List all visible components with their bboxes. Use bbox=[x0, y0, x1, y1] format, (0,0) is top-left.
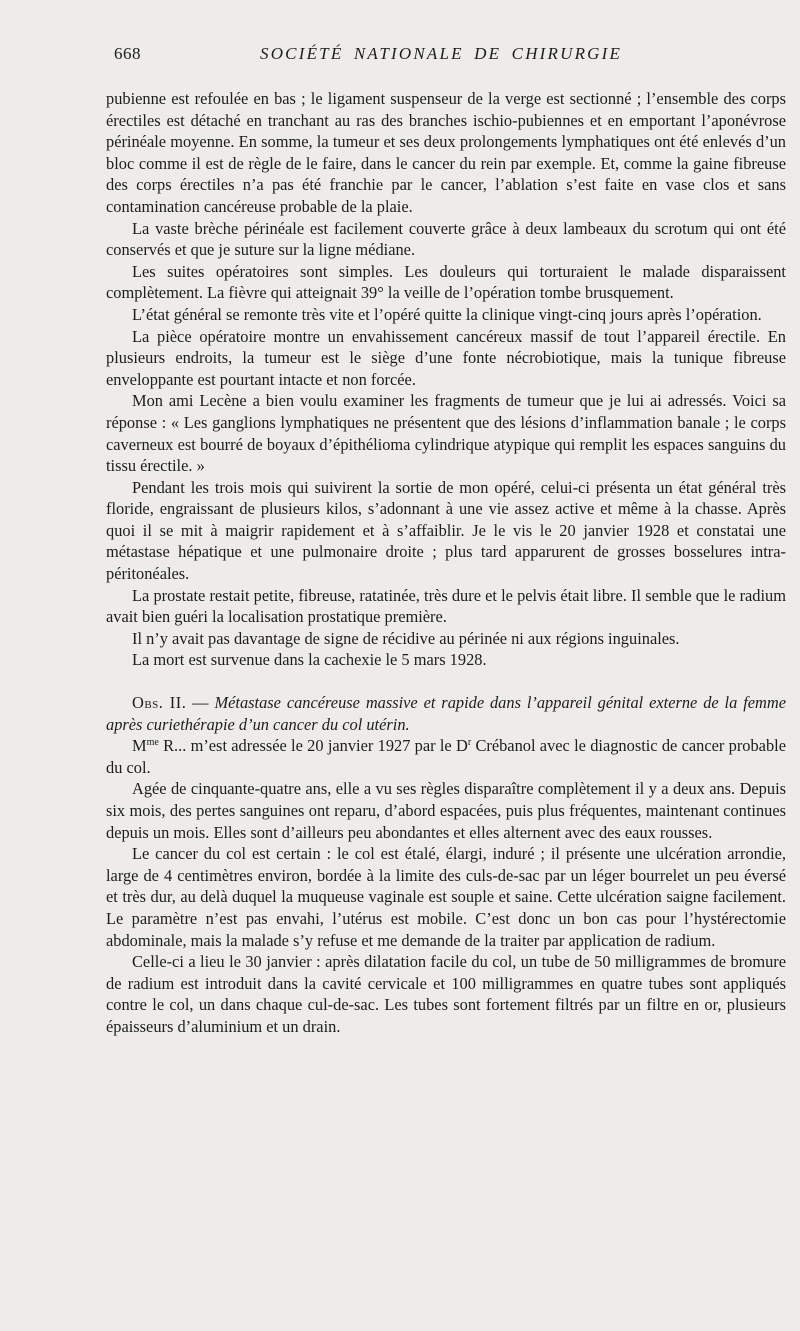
observation-title: Métastase cancéreuse massive et rapide dans l’appareil génital externe de la femme après curiethérapie d’un cancer du col utérin. bbox=[106, 693, 786, 734]
paragraph: Pendant les trois mois qui suivirent la sortie de mon opéré, celui-ci présenta un état général très floride, engraissant de plusieurs kilos, s’adonnant à une vie assez active et même à la chasse. Après quoi il se mit à maigrir rapidement et à s’affaiblir. Je le vis le 20 janvier 1928 et constatai une métastase hépatique et une pulmonaire droite ; plus tard apparurent de grosses bosselures intra-péritonéales. bbox=[106, 477, 786, 584]
paragraph: Celle-ci a lieu le 30 janvier : après dilatation facile du col, un tube de 50 milligrammes de bromure de radium est introduit dans la cavité cervicale et 100 milligrammes en quatre tubes sont appliqués contre le col, un dans chaque cul-de-sac. Les tubes sont fortement filtrés par un filtre en or, plusieurs épaisseurs d’aluminium et un drain. bbox=[106, 952, 786, 1036]
page-header bbox=[114, 44, 794, 70]
text-run: M bbox=[132, 736, 147, 756]
paragraph-continued: pubienne est refoulée en bas ; le ligament suspenseur de la verge est sectionné ; l’ensemble des corps érectiles est détaché en tranchant au ras des branches ischio-pubiennes et en emportant l’aponévrose périnéale moyenne. En somme, la tumeur et ses deux prolongements lymphatiques ont été enlevés d’un bloc comme il est de règle de le faire, dans le cancer du rein par exemple. Et, comme la gaine fibreuse des corps érectiles n’a pas été franchie par le cancer, l’ablation s’est faite en vase clos et sans contamination cancéreuse probable de la plaie. bbox=[106, 89, 786, 216]
observation-dash: — bbox=[186, 693, 215, 713]
text-run: Crébanol avec le diagnostic de cancer probable du col. bbox=[106, 736, 786, 777]
observation-label: Obs. II. bbox=[132, 693, 187, 713]
paragraph: Le cancer du col est certain : le col est étalé, élargi, induré ; il présente une ulcération arrondie, large de 4 centimètres environ, bordée à la limite des culs-de-sac par un léger bourrelet un peu éversé et très dur, au delà duquel la muqueuse vaginale est souple et saine. Cette ulcération saigne facilement. Le paramètre n’est pas envahi, l’utérus est mobile. C’est donc un bon cas pour l’hystérectomie abdominale, mais la malade s’y refuse et me demande de la traiter par application de radium. bbox=[106, 844, 786, 950]
paragraph: La mort est survenue dans la cachexie le 5 mars 1928. bbox=[132, 650, 487, 670]
paragraph: L’état général se remonte très vite et l’opéré quitte la clinique vingt-cinq jours après l’opération. bbox=[132, 304, 762, 324]
paragraph: Les suites opératoires sont simples. Les douleurs qui torturaient le malade disparaissent complètement. La fièvre qui atteignait 39° la veille de l’opération tombe brusquement. bbox=[106, 261, 786, 303]
superscript: r bbox=[467, 737, 472, 749]
paragraph: La prostate restait petite, fibreuse, ratatinée, très dure et le pelvis était libre. Il semble que le radium avait bien guéri la localisation prostatique première. bbox=[106, 585, 786, 627]
paragraph: La vaste brèche périnéale est facilement couverte grâce à deux lambeaux du scrotum qui ont été conservés et que je suture sur la ligne médiane. bbox=[106, 218, 786, 260]
paragraph bbox=[106, 735, 786, 778]
paragraph: Il n’y avait pas davantage de signe de récidive au périnée ni aux régions inguinales. bbox=[132, 628, 680, 648]
observation-heading bbox=[106, 692, 786, 735]
page-number: 668 bbox=[114, 44, 141, 63]
text-run: R... m’est adressée le 20 janvier 1927 par le D bbox=[158, 736, 468, 756]
paragraph: Agée de cinquante-quatre ans, elle a vu ses règles disparaître complètement il y a deux ans. Depuis six mois, des pertes sanguines ont reparu, d’abord espacées, puis plus fréquentes, maintenant continues depuis un mois. Elles sont d’ailleurs peu abondantes et elles alternent avec des eaux rousses. bbox=[106, 779, 786, 842]
body-text bbox=[106, 88, 786, 1038]
running-title: SOCIÉTÉ NATIONALE DE CHIRURGIE bbox=[260, 44, 623, 63]
superscript: me bbox=[146, 737, 159, 749]
paragraph: La pièce opératoire montre un envahissement cancéreux massif de tout l’appareil érectile. En plusieurs endroits, la tumeur est le siège d’une fonte nécrobiotique, mais la tunique fibreuse enveloppante est pourtant intacte et non forcée. bbox=[106, 326, 786, 389]
paragraph: Mon ami Lecène a bien voulu examiner les fragments de tumeur que je lui ai adressés. Voici sa réponse : « Les ganglions lymphatiques ne présentent que des lésions d’inflammation banale ; le corps caverneux est bourré de boyaux d’épithélioma cylindrique atypique qui remplit les espaces sanguins du tissu érectile. » bbox=[106, 391, 786, 476]
